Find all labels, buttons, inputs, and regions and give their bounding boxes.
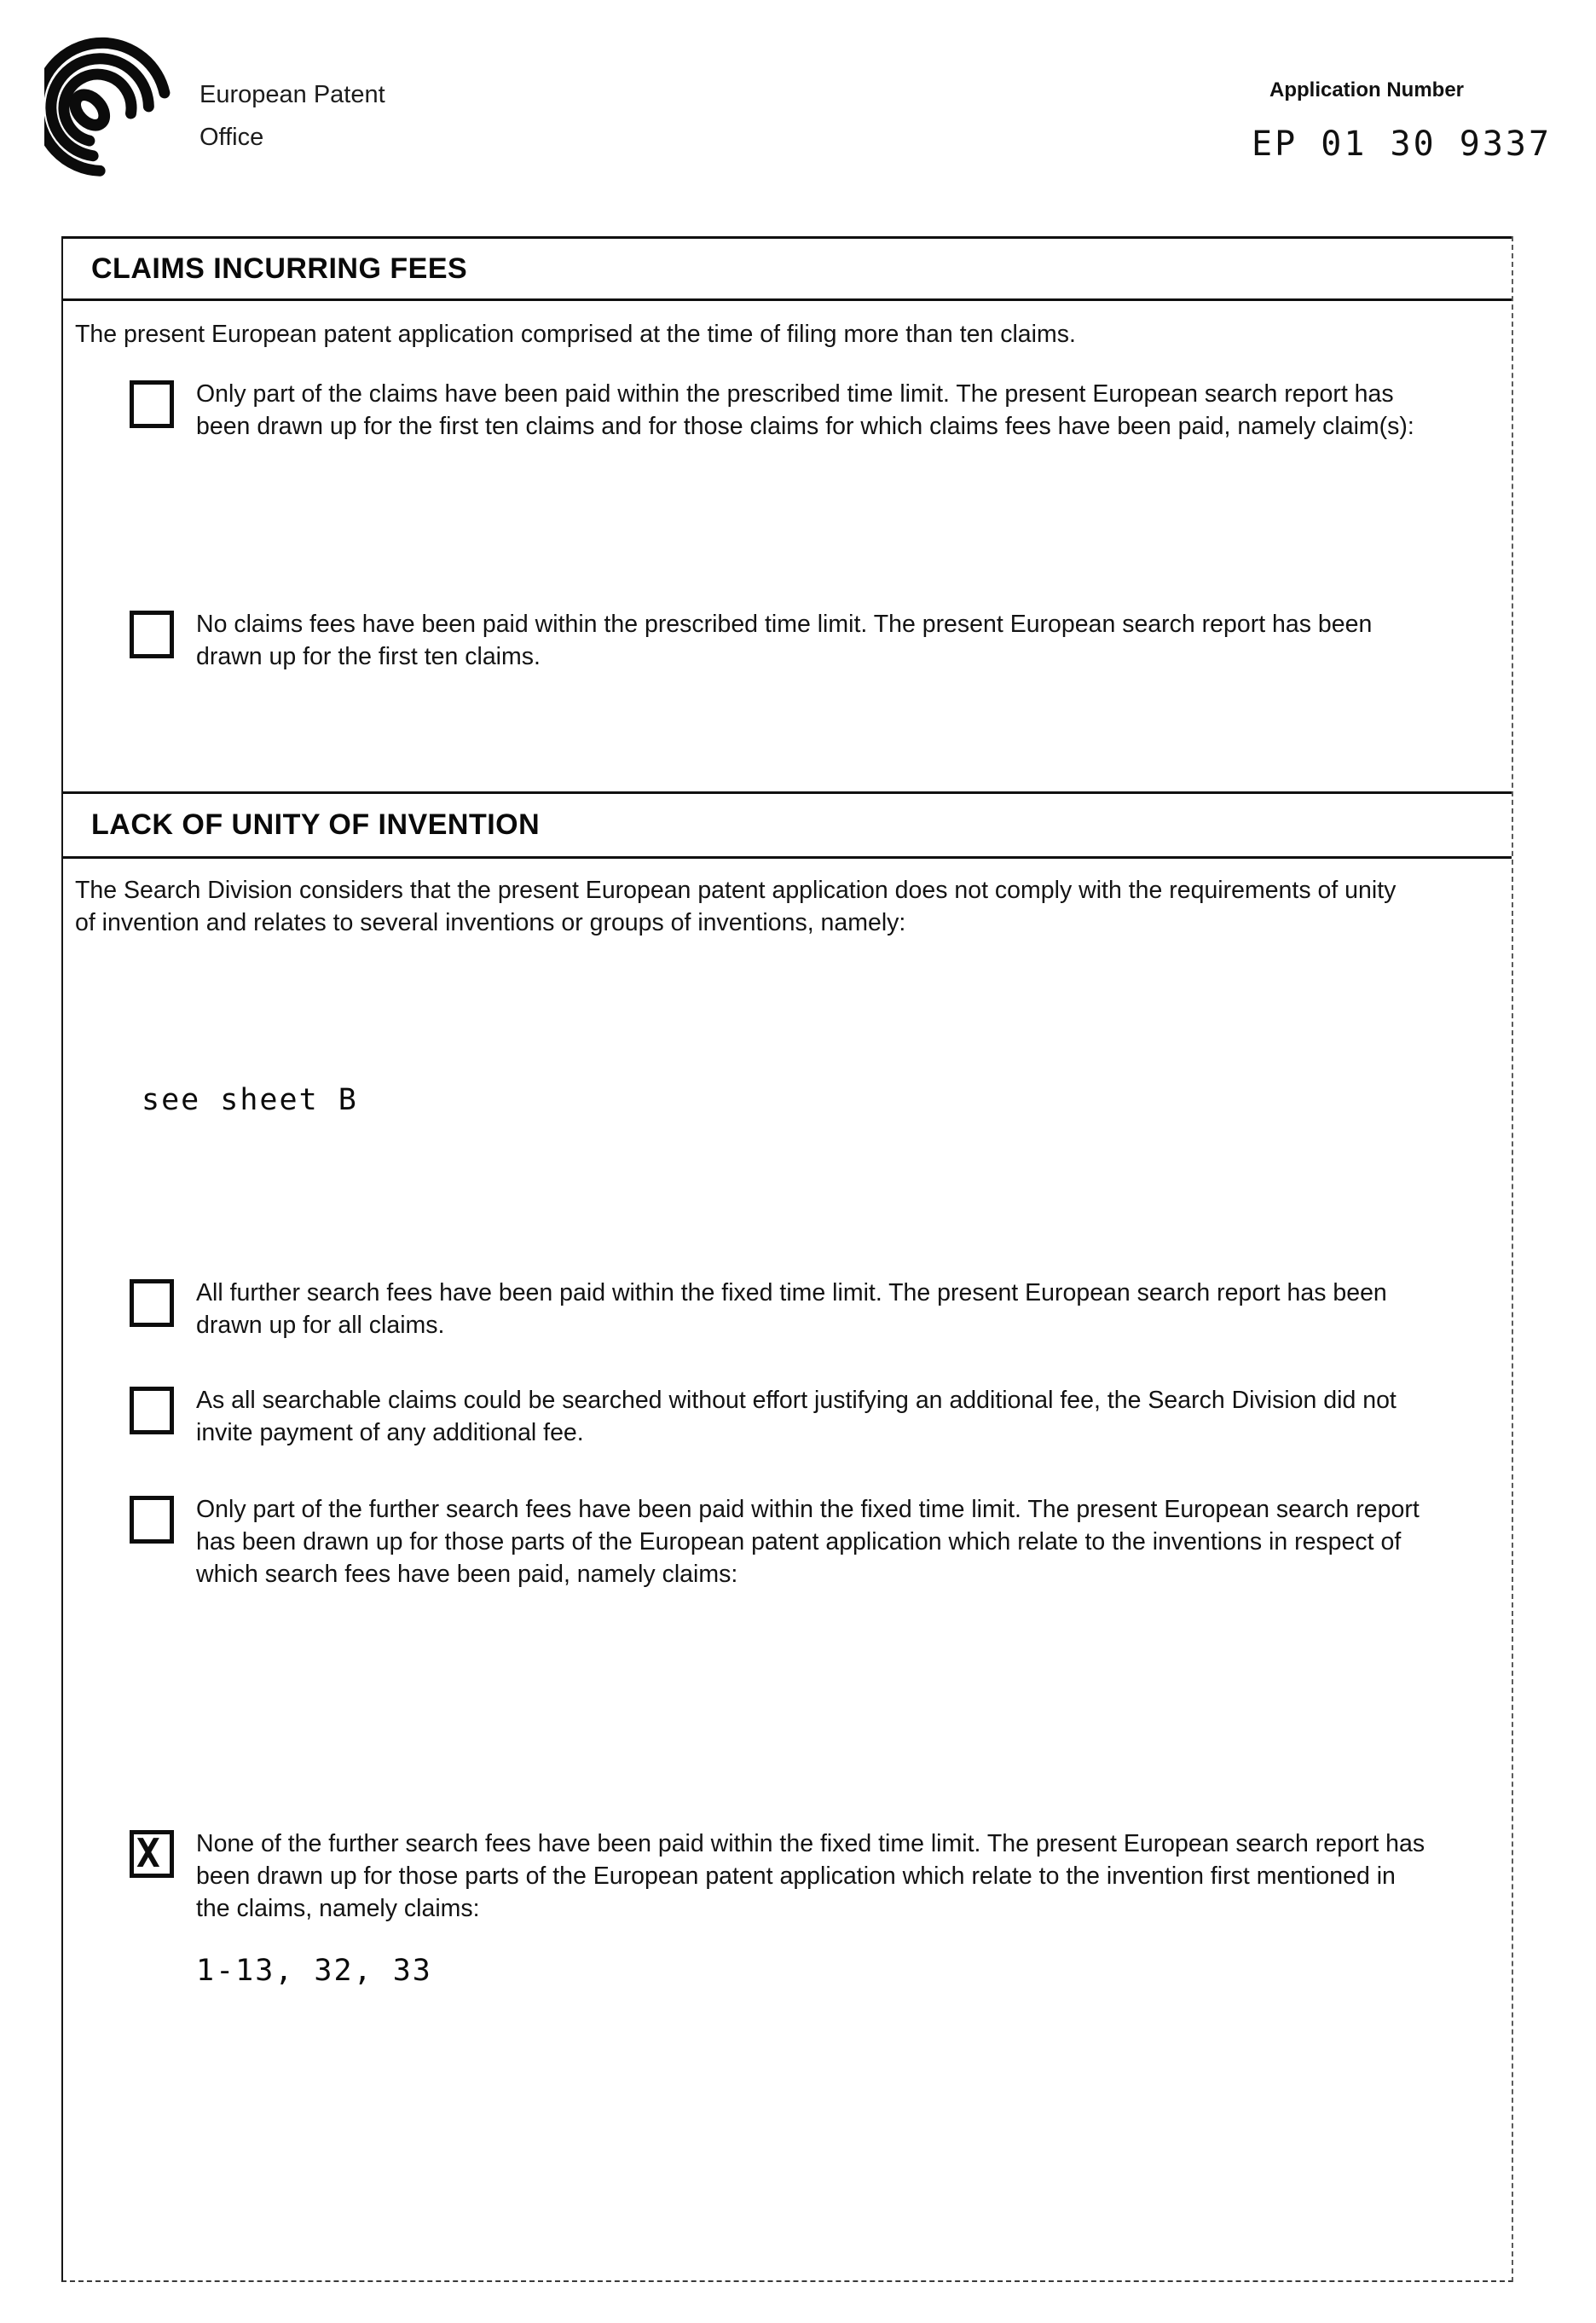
checkbox-checked[interactable]: X xyxy=(130,1830,174,1878)
option-row xyxy=(63,378,1428,443)
option-text: None of the further search fees have been paid within the fixed time limit. The present European search report has been drawn up for those parts of the European patent application which relate to the invention first mentioned in the claims, namely claims: xyxy=(196,1830,1425,1922)
application-number-label: Application Number xyxy=(1269,78,1465,101)
option-text: No claims fees have been paid within the prescribed time limit. The present European search report has been drawn up for the first ten claims. xyxy=(196,611,1373,670)
option-row xyxy=(63,1493,1428,1590)
section-header-claims-incurring-fees xyxy=(63,236,1512,301)
option-text: Only part of the claims have been paid within the prescribed time limit. The present European search report has been drawn up for the first ten claims and for those claims for which claims fees have been paid, namely claim(s): xyxy=(196,380,1414,440)
option-row xyxy=(63,1384,1428,1449)
section-intro: The Search Division considers that the present European patent application does not comply with the requirements of unity of invention and relates to several inventions or groups of inventions, namely: xyxy=(75,877,1396,936)
checkbox-unchecked[interactable] xyxy=(130,611,174,658)
application-number-value: EP 01 30 9337 xyxy=(1252,125,1553,164)
option-row xyxy=(63,1277,1428,1341)
section-title: LACK OF UNITY OF INVENTION xyxy=(91,808,541,841)
checkbox-unchecked[interactable] xyxy=(130,1387,174,1434)
org-name xyxy=(200,73,385,159)
option-text: As all searchable claims could be searched without effort justifying an additional fee, the Search Division did not invite payment of any additional fee. xyxy=(196,1387,1396,1446)
checkbox-unchecked[interactable] xyxy=(130,380,174,428)
option-text: Only part of the further search fees have been paid within the fixed time limit. The present European search report has been drawn up for those parts of the European patent application which relate to the inventions in respect of which search fees have been paid, namely claims: xyxy=(196,1496,1420,1588)
org-name-line2: Office xyxy=(200,124,264,151)
epo-logo-icon xyxy=(44,26,172,192)
section-header-lack-of-unity xyxy=(63,791,1512,859)
sheet-reference-note: see sheet B xyxy=(142,1083,358,1117)
option-row xyxy=(63,1828,1428,1925)
checkbox-unchecked[interactable] xyxy=(130,1496,174,1544)
option-text: All further search fees have been paid within the fixed time limit. The present European search report has been drawn up for all claims. xyxy=(196,1279,1387,1339)
org-name-line1: European Patent xyxy=(200,81,385,108)
section-intro: The present European patent application comprised at the time of filing more than ten claims. xyxy=(75,321,1076,348)
section-title: CLAIMS INCURRING FEES xyxy=(91,252,468,285)
option-row xyxy=(63,608,1428,673)
claims-list-value: 1-13, 32, 33 xyxy=(196,1954,432,1988)
form-box xyxy=(61,236,1513,2282)
checkbox-unchecked[interactable] xyxy=(130,1279,174,1327)
